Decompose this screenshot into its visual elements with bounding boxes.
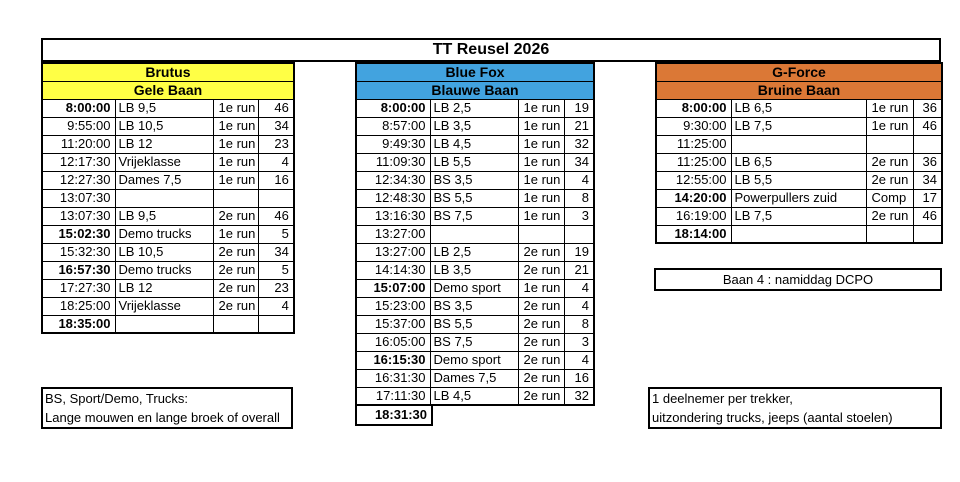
schedule-row	[42, 99, 294, 117]
run-cell: 2e run	[213, 207, 259, 225]
track-header-row	[356, 81, 594, 99]
class-cell: LB 10,5	[115, 117, 213, 135]
schedule-row	[42, 315, 294, 333]
class-cell: LB 4,5	[430, 135, 518, 153]
schedule-row	[356, 297, 594, 315]
class-cell: BS 3,5	[430, 171, 518, 189]
note-line: uitzondering trucks, jeeps (aantal stoelen)	[652, 410, 893, 425]
count-cell: 3	[564, 207, 594, 225]
class-cell: BS 5,5	[430, 315, 518, 333]
count-cell: 19	[564, 99, 594, 117]
count-cell: 19	[564, 243, 594, 261]
run-cell: 1e run	[518, 279, 564, 297]
time-cell: 13:27:00	[356, 243, 430, 261]
schedule-row	[356, 387, 594, 405]
run-cell: 1e run	[213, 99, 259, 117]
schedule-row	[356, 279, 594, 297]
run-cell: 1e run	[213, 135, 259, 153]
time-cell: 17:27:30	[42, 279, 115, 297]
time-cell: 12:48:30	[356, 189, 430, 207]
run-cell: 2e run	[866, 171, 913, 189]
time-cell: 15:37:00	[356, 315, 430, 333]
count-cell: 4	[564, 297, 594, 315]
class-cell: BS 7,5	[430, 207, 518, 225]
time-cell: 17:11:30	[356, 387, 430, 405]
class-cell: Demo sport	[430, 279, 518, 297]
count-cell: 34	[913, 171, 942, 189]
team-header-row	[42, 63, 294, 81]
schedule-row	[42, 117, 294, 135]
team-name: Brutus	[42, 63, 294, 81]
schedule-row	[42, 243, 294, 261]
class-cell: LB 3,5	[430, 117, 518, 135]
count-cell: 4	[564, 351, 594, 369]
team-header-row	[356, 63, 594, 81]
note-dresscode	[41, 387, 293, 429]
run-cell: 2e run	[866, 153, 913, 171]
count-cell: 36	[913, 99, 942, 117]
count-cell: 4	[564, 171, 594, 189]
count-cell: 32	[564, 387, 594, 405]
time-cell: 14:20:00	[656, 189, 731, 207]
schedule-table	[655, 62, 943, 244]
schedule-row	[42, 207, 294, 225]
class-cell: Demo trucks	[115, 261, 213, 279]
schedule-row	[356, 261, 594, 279]
time-cell: 9:55:00	[42, 117, 115, 135]
time-cell: 13:27:00	[356, 225, 430, 243]
time-cell: 12:34:30	[356, 171, 430, 189]
class-cell	[731, 225, 866, 243]
time-cell: 12:55:00	[656, 171, 731, 189]
note-participants	[648, 387, 942, 429]
count-cell: 5	[259, 261, 294, 279]
time-cell: 18:35:00	[42, 315, 115, 333]
count-cell	[259, 189, 294, 207]
class-cell	[115, 189, 213, 207]
count-cell: 36	[913, 153, 942, 171]
schedule-row	[42, 297, 294, 315]
schedule-row	[656, 207, 942, 225]
time-cell: 12:17:30	[42, 153, 115, 171]
run-cell: 1e run	[213, 153, 259, 171]
count-cell	[564, 225, 594, 243]
schedule-row	[356, 315, 594, 333]
run-cell: 2e run	[518, 261, 564, 279]
time-cell: 15:07:00	[356, 279, 430, 297]
schedule-row	[356, 99, 594, 117]
schedule-row	[656, 117, 942, 135]
baan4-note	[654, 268, 942, 291]
count-cell: 46	[913, 207, 942, 225]
schedule-row	[656, 171, 942, 189]
schedule-row	[356, 333, 594, 351]
run-cell: Comp	[866, 189, 913, 207]
class-cell: LB 6,5	[731, 153, 866, 171]
count-cell: 32	[564, 135, 594, 153]
class-cell: LB 6,5	[731, 99, 866, 117]
schedule-row	[356, 153, 594, 171]
schedule-row	[356, 207, 594, 225]
class-cell: LB 2,5	[430, 243, 518, 261]
run-cell: 1e run	[518, 207, 564, 225]
time-cell: 13:16:30	[356, 207, 430, 225]
track-name: Gele Baan	[42, 81, 294, 99]
table-bluefox	[355, 62, 595, 426]
time-cell: 9:30:00	[656, 117, 731, 135]
count-cell: 34	[564, 153, 594, 171]
count-cell: 46	[913, 117, 942, 135]
note-line: Lange mouwen en lange broek of overall	[45, 410, 280, 425]
table-gforce	[655, 62, 943, 244]
count-cell: 17	[913, 189, 942, 207]
schedule-row	[656, 189, 942, 207]
run-cell: 2e run	[213, 261, 259, 279]
schedule-row	[656, 153, 942, 171]
schedule-row	[356, 369, 594, 387]
class-cell: LB 9,5	[115, 207, 213, 225]
time-cell: 15:02:30	[42, 225, 115, 243]
run-cell: 2e run	[518, 333, 564, 351]
baan4-note-text: Baan 4 : namiddag DCPO	[722, 272, 874, 287]
class-cell: LB 3,5	[430, 261, 518, 279]
class-cell: LB 5,5	[731, 171, 866, 189]
run-cell: 2e run	[213, 279, 259, 297]
schedule-row	[656, 225, 942, 243]
time-cell: 8:00:00	[356, 99, 430, 117]
run-cell: 2e run	[213, 243, 259, 261]
time-cell: 13:07:30	[42, 207, 115, 225]
class-cell: Demo sport	[430, 351, 518, 369]
count-cell: 23	[259, 135, 294, 153]
count-cell: 8	[564, 315, 594, 333]
class-cell: BS 7,5	[430, 333, 518, 351]
count-cell: 21	[564, 117, 594, 135]
run-cell: 1e run	[518, 171, 564, 189]
time-cell: 15:32:30	[42, 243, 115, 261]
team-name: G-Force	[656, 63, 942, 81]
run-cell: 1e run	[518, 117, 564, 135]
run-cell: 1e run	[518, 153, 564, 171]
class-cell: LB 4,5	[430, 387, 518, 405]
schedule-row	[356, 171, 594, 189]
class-cell: Dames 7,5	[115, 171, 213, 189]
run-cell: 1e run	[866, 117, 913, 135]
run-cell: 1e run	[866, 99, 913, 117]
time-cell: 13:07:30	[42, 189, 115, 207]
schedule-row	[356, 135, 594, 153]
run-cell: 1e run	[518, 99, 564, 117]
run-cell	[213, 189, 259, 207]
count-cell: 3	[564, 333, 594, 351]
class-cell: Vrijeklasse	[115, 297, 213, 315]
time-cell: 15:23:00	[356, 297, 430, 315]
run-cell: 1e run	[213, 171, 259, 189]
class-cell: Dames 7,5	[430, 369, 518, 387]
note-line: 1 deelnemer per trekker,	[652, 391, 793, 406]
count-cell: 23	[259, 279, 294, 297]
class-cell: Demo trucks	[115, 225, 213, 243]
count-cell: 34	[259, 117, 294, 135]
time-cell: 11:20:00	[42, 135, 115, 153]
schedule-row	[656, 99, 942, 117]
count-cell: 16	[564, 369, 594, 387]
run-cell: 1e run	[213, 225, 259, 243]
run-cell	[866, 225, 913, 243]
track-name: Bruine Baan	[656, 81, 942, 99]
schedule-row	[356, 351, 594, 369]
time-cell: 16:15:30	[356, 351, 430, 369]
count-cell: 21	[564, 261, 594, 279]
count-cell	[913, 135, 942, 153]
run-cell	[866, 135, 913, 153]
time-cell: 8:57:00	[356, 117, 430, 135]
run-cell: 2e run	[518, 243, 564, 261]
run-cell: 2e run	[518, 351, 564, 369]
schedule-row	[42, 225, 294, 243]
page-title	[41, 38, 941, 62]
count-cell: 4	[564, 279, 594, 297]
class-cell: LB 10,5	[115, 243, 213, 261]
time-cell: 8:00:00	[42, 99, 115, 117]
class-cell: LB 7,5	[731, 117, 866, 135]
class-cell: LB 7,5	[731, 207, 866, 225]
time-cell: 14:14:30	[356, 261, 430, 279]
run-cell	[213, 315, 259, 333]
time-cell: 16:31:30	[356, 369, 430, 387]
count-cell: 5	[259, 225, 294, 243]
schedule-row	[42, 153, 294, 171]
time-cell: 12:27:30	[42, 171, 115, 189]
class-cell: LB 9,5	[115, 99, 213, 117]
class-cell	[115, 315, 213, 333]
count-cell: 46	[259, 207, 294, 225]
schedule-row	[356, 243, 594, 261]
track-name: Blauwe Baan	[356, 81, 594, 99]
count-cell	[913, 225, 942, 243]
schedule-table	[355, 62, 595, 406]
note-line: BS, Sport/Demo, Trucks:	[45, 391, 189, 406]
time-cell: 18:14:00	[656, 225, 731, 243]
schedule-row	[356, 225, 594, 243]
time-cell: 11:25:00	[656, 135, 731, 153]
table-brutus	[41, 62, 295, 334]
time-cell: 16:05:00	[356, 333, 430, 351]
time-cell: 18:25:00	[42, 297, 115, 315]
schedule-row	[356, 189, 594, 207]
class-cell: LB 12	[115, 135, 213, 153]
count-cell: 16	[259, 171, 294, 189]
run-cell: 2e run	[213, 297, 259, 315]
time-cell: 16:57:30	[42, 261, 115, 279]
count-cell: 46	[259, 99, 294, 117]
run-cell: 2e run	[518, 315, 564, 333]
count-cell	[259, 315, 294, 333]
schedule-row	[356, 117, 594, 135]
count-cell: 4	[259, 153, 294, 171]
schedule-row	[42, 189, 294, 207]
run-cell	[518, 225, 564, 243]
run-cell: 2e run	[518, 369, 564, 387]
count-cell: 4	[259, 297, 294, 315]
page-title-text: TT Reusel 2026	[432, 41, 550, 58]
run-cell: 2e run	[518, 387, 564, 405]
run-cell: 1e run	[213, 117, 259, 135]
schedule-row	[656, 135, 942, 153]
class-cell: Vrijeklasse	[115, 153, 213, 171]
track-header-row	[42, 81, 294, 99]
time-cell: 11:25:00	[656, 153, 731, 171]
count-cell: 34	[259, 243, 294, 261]
end-time-cell: 18:31:30	[355, 405, 433, 426]
class-cell: LB 12	[115, 279, 213, 297]
class-cell	[430, 225, 518, 243]
class-cell	[731, 135, 866, 153]
schedule-row	[42, 135, 294, 153]
class-cell: BS 5,5	[430, 189, 518, 207]
track-header-row	[656, 81, 942, 99]
count-cell: 8	[564, 189, 594, 207]
run-cell: 2e run	[866, 207, 913, 225]
run-cell: 1e run	[518, 189, 564, 207]
schedule-table	[41, 62, 295, 334]
run-cell: 1e run	[518, 135, 564, 153]
team-name: Blue Fox	[356, 63, 594, 81]
class-cell: LB 2,5	[430, 99, 518, 117]
run-cell: 2e run	[518, 297, 564, 315]
time-cell: 11:09:30	[356, 153, 430, 171]
class-cell: LB 5,5	[430, 153, 518, 171]
team-header-row	[656, 63, 942, 81]
schedule-row	[42, 171, 294, 189]
schedule-row	[42, 279, 294, 297]
class-cell: BS 3,5	[430, 297, 518, 315]
class-cell: Powerpullers zuid	[731, 189, 866, 207]
schedule-row	[42, 261, 294, 279]
time-cell: 9:49:30	[356, 135, 430, 153]
time-cell: 16:19:00	[656, 207, 731, 225]
time-cell: 8:00:00	[656, 99, 731, 117]
